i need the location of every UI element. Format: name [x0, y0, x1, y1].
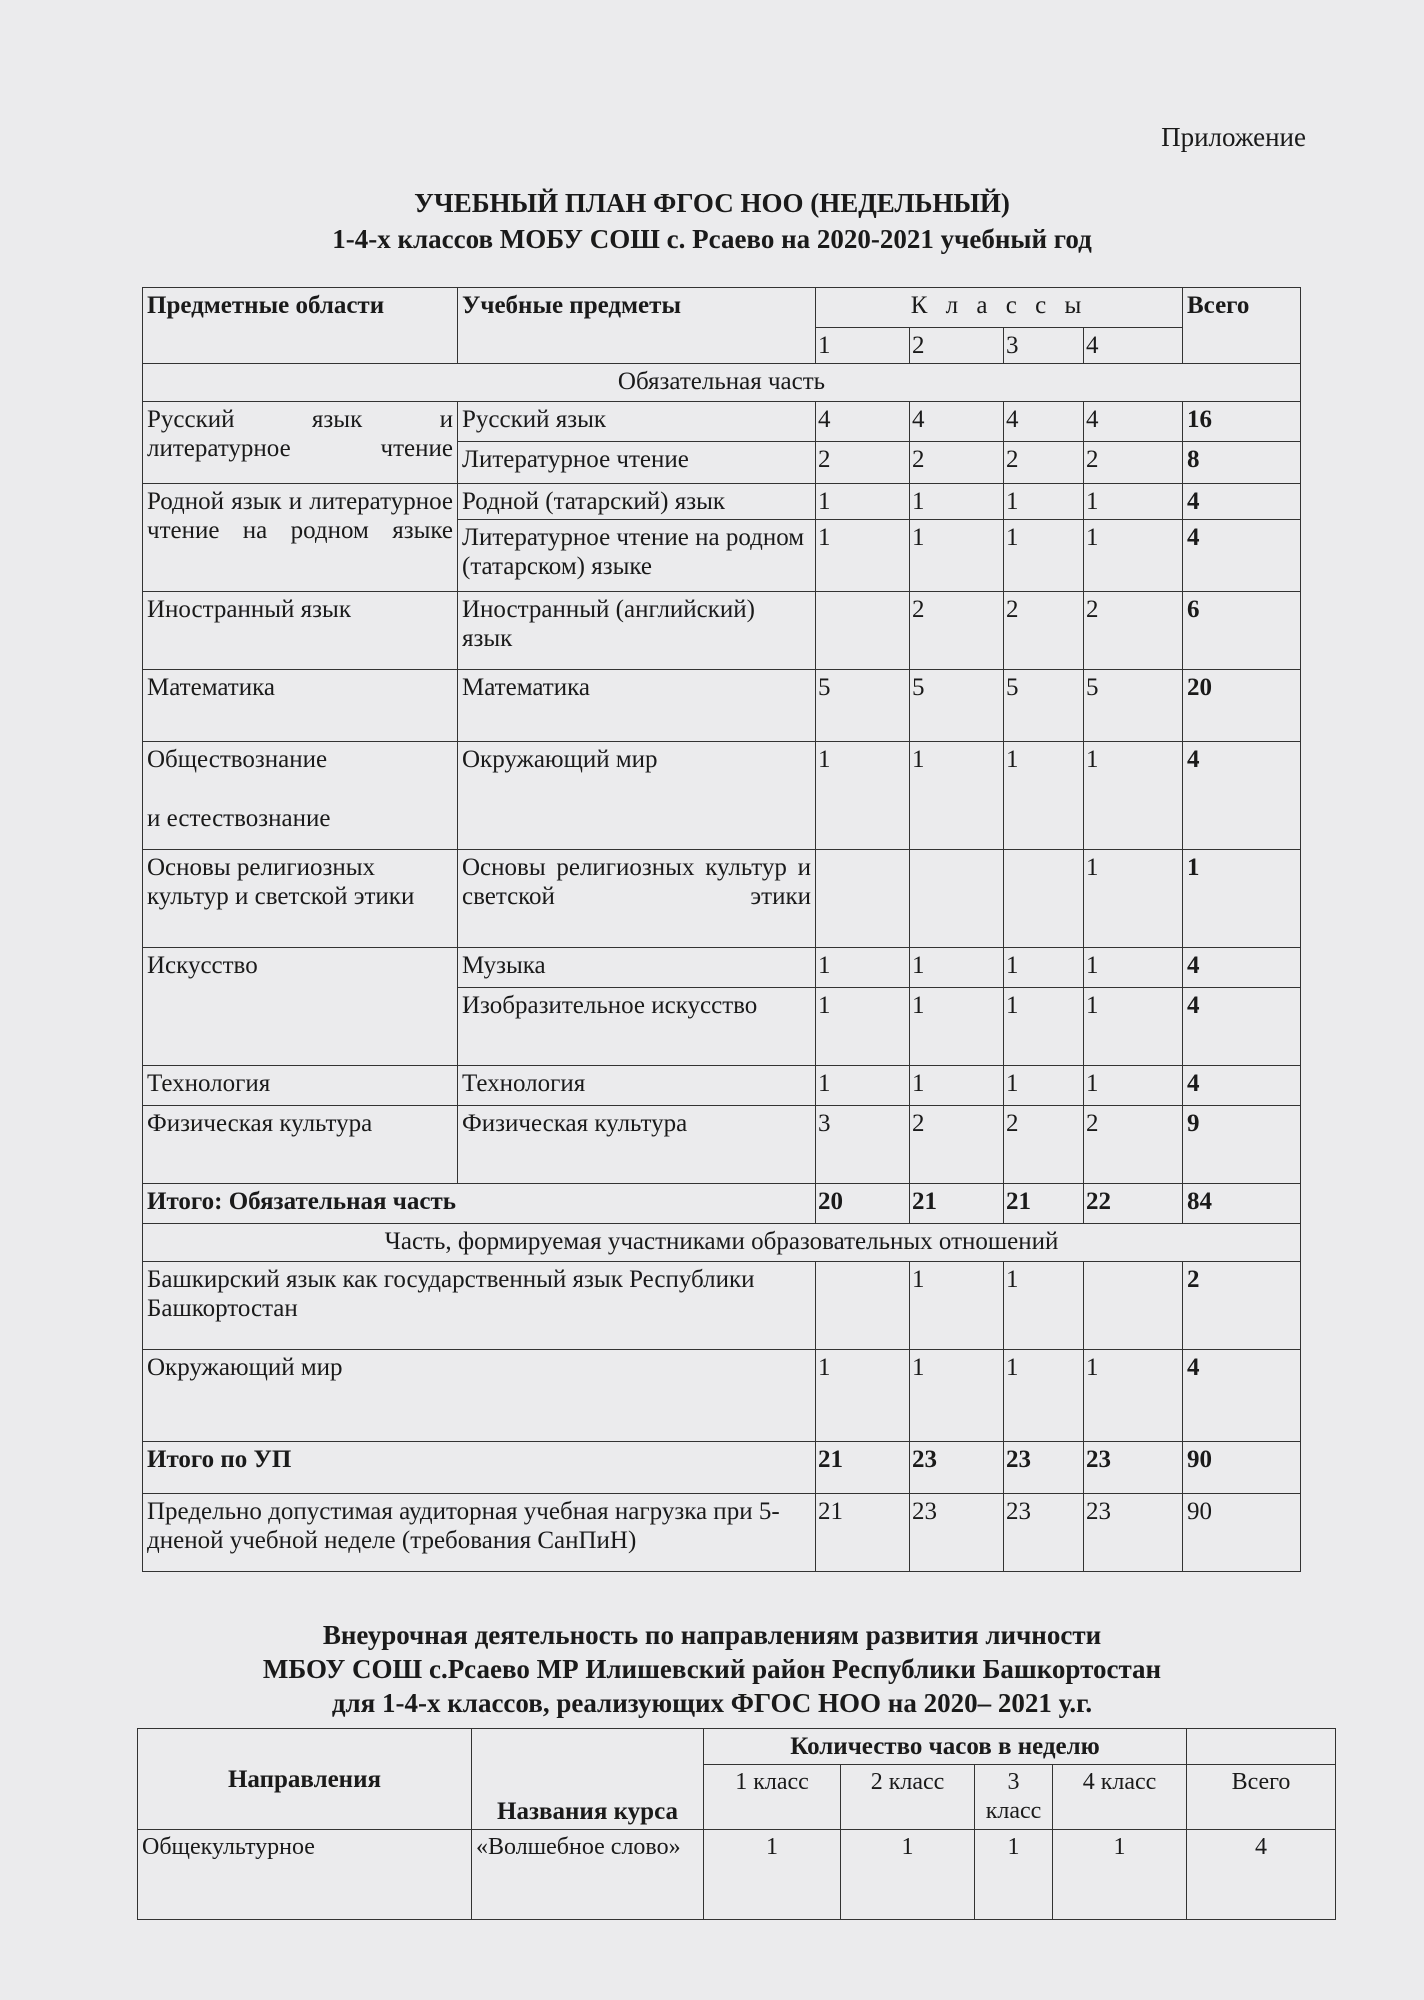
grade-cell: 23 — [910, 1494, 1004, 1572]
area-cell: Русский язык и литературное чтение — [143, 402, 458, 484]
grade-1-header: 1 — [816, 328, 910, 364]
grade-cell — [910, 850, 1004, 948]
grade-cell — [816, 592, 910, 670]
subject-cell: Основы религиозных культур и светской этики — [458, 850, 816, 948]
grade-cell: 1 — [1084, 988, 1183, 1066]
grade-cell: 2 — [1004, 442, 1084, 484]
header-blank — [1187, 1729, 1336, 1765]
total-cell: 90 — [1183, 1442, 1301, 1494]
grade-cell: 2 — [910, 592, 1004, 670]
grade-cell: 4 — [1084, 402, 1183, 442]
grade-cell: 23 — [1084, 1494, 1183, 1572]
header-total: Всего — [1187, 1765, 1336, 1830]
grade-cell: 2 — [1084, 1106, 1183, 1184]
grade-cell: 1 — [816, 1350, 910, 1442]
grade-cell: 4 — [816, 402, 910, 442]
area-line: Обществознание — [147, 746, 328, 773]
header-row — [143, 288, 1301, 328]
total-cell: 4 — [1183, 520, 1301, 592]
grade-cell: 1 — [816, 484, 910, 520]
extra-subtitle-2: для 1-4-х классов, реализующих ФГОС НОО на 2020– 2021 у.г. — [331, 1688, 1093, 1718]
extra-title: Внеурочная деятельность по направлениям развития личности — [322, 1620, 1102, 1650]
section-row — [143, 364, 1301, 402]
total-up-row — [143, 1442, 1301, 1494]
appendix-label: Приложение — [1161, 122, 1306, 152]
grade-cell: 4 — [1004, 402, 1084, 442]
grade-cell: 21 — [816, 1442, 910, 1494]
table-row — [143, 670, 1301, 742]
total-cell: 1 — [1183, 850, 1301, 948]
table-row — [143, 1350, 1301, 1442]
grade-cell: 21 — [910, 1184, 1004, 1224]
grade-cell: 1 — [816, 742, 910, 850]
grade-cell: 1 — [1004, 948, 1084, 988]
mandatory-total-label: Итого: Обязательная часть — [143, 1184, 816, 1224]
table-row — [143, 742, 1301, 850]
grade-cell: 1 — [975, 1830, 1053, 1920]
plan-subtitle: 1-4-х классов МОБУ СОШ с. Рсаево на 2020-2021 учебный год — [332, 224, 1092, 254]
grade-cell — [1004, 850, 1084, 948]
total-cell: 2 — [1183, 1262, 1301, 1350]
table-row — [143, 948, 1301, 988]
area-cell: Технология — [143, 1066, 458, 1106]
subject-cell: Математика — [458, 670, 816, 742]
grade-cell: 1 — [910, 948, 1004, 988]
grade-cell: 1 — [1004, 1350, 1084, 1442]
grade-cell: 1 — [1004, 1066, 1084, 1106]
extracurricular-table — [137, 1728, 1336, 1920]
area-cell: Иностранный язык — [143, 592, 458, 670]
total-cell: 4 — [1183, 1066, 1301, 1106]
grade-cell: 1 — [910, 484, 1004, 520]
header-areas: Предметные области — [143, 288, 458, 364]
grade-cell: 1 — [1084, 484, 1183, 520]
header-row — [138, 1729, 1336, 1765]
formed-subject-cell: Башкирский язык как государственный язык Республики Башкортостан — [143, 1262, 816, 1350]
grade-cell: 2 — [1084, 442, 1183, 484]
area-cell: Физическая культура — [143, 1106, 458, 1184]
subject-cell: Иностранный (английский) язык — [458, 592, 816, 670]
grade-cell — [816, 850, 910, 948]
max-load-label: Предельно допустимая аудиторная учебная нагрузка при 5-дненой учебной неделе (требования СанПиН) — [143, 1494, 816, 1572]
max-load-row — [143, 1494, 1301, 1572]
table-row — [138, 1830, 1336, 1920]
grade-cell: 1 — [910, 520, 1004, 592]
total-cell: 4 — [1183, 742, 1301, 850]
grade-cell: 1 — [1084, 1066, 1183, 1106]
subject-cell: Физическая культура — [458, 1106, 816, 1184]
grade-cell: 1 — [1004, 742, 1084, 850]
grade-cell: 1 — [704, 1830, 841, 1920]
grade-cell: 2 — [816, 442, 910, 484]
mandatory-part-label: Обязательная часть — [143, 364, 1301, 402]
subject-cell: Родной (татарский) язык — [458, 484, 816, 520]
area-cell: Основы религиозных культур и светской этики — [143, 850, 458, 948]
direction-cell: Общекультурное — [138, 1830, 472, 1920]
grade-cell: 1 — [1084, 520, 1183, 592]
grade-cell: 22 — [1084, 1184, 1183, 1224]
grade-cell: 1 — [1084, 1350, 1183, 1442]
total-cell: 84 — [1183, 1184, 1301, 1224]
grade-cell: 1 — [841, 1830, 975, 1920]
grade-cell: 23 — [1004, 1442, 1084, 1494]
grade-cell: 23 — [910, 1442, 1004, 1494]
plan-title: УЧЕБНЫЙ ПЛАН ФГОС НОО (НЕДЕЛЬНЫЙ) — [414, 188, 1010, 218]
grade-cell: 1 — [816, 988, 910, 1066]
subject-cell: Литературное чтение — [458, 442, 816, 484]
curriculum-table — [142, 287, 1301, 1572]
grade-4-header: 4 — [1084, 328, 1183, 364]
course-cell: «Волшебное слово» — [472, 1830, 704, 1920]
section-row — [143, 1224, 1301, 1262]
header-hours: Количество часов в неделю — [704, 1729, 1187, 1765]
grade-cell: 1 — [1004, 520, 1084, 592]
grade-cell — [816, 1262, 910, 1350]
total-cell: 4 — [1183, 1350, 1301, 1442]
total-cell: 4 — [1183, 484, 1301, 520]
header-directions: Направления — [138, 1729, 472, 1830]
grade-cell: 2 — [1084, 592, 1183, 670]
area-cell — [143, 742, 458, 850]
total-cell: 6 — [1183, 592, 1301, 670]
subject-cell: Технология — [458, 1066, 816, 1106]
header-class-3: 3 класс — [975, 1765, 1053, 1830]
total-cell: 90 — [1183, 1494, 1301, 1572]
grade-cell: 1 — [1004, 1262, 1084, 1350]
table-row — [143, 850, 1301, 948]
grade-cell: 5 — [910, 670, 1004, 742]
grade-cell: 1 — [1053, 1830, 1187, 1920]
grade-3-header: 3 — [1004, 328, 1084, 364]
grade-cell: 23 — [1084, 1442, 1183, 1494]
header-classes: К л а с с ы — [816, 288, 1183, 328]
total-cell: 9 — [1183, 1106, 1301, 1184]
grade-cell: 1 — [816, 520, 910, 592]
total-cell: 4 — [1187, 1830, 1336, 1920]
grade-cell: 1 — [910, 988, 1004, 1066]
grade-cell: 21 — [816, 1494, 910, 1572]
grade-cell: 23 — [1004, 1494, 1084, 1572]
grade-cell: 5 — [1004, 670, 1084, 742]
grade-cell: 1 — [910, 1066, 1004, 1106]
grade-cell: 1 — [1004, 988, 1084, 1066]
header-class-1: 1 класс — [704, 1765, 841, 1830]
table-row — [143, 1066, 1301, 1106]
grade-cell: 2 — [1004, 592, 1084, 670]
grade-cell: 1 — [816, 948, 910, 988]
total-cell: 4 — [1183, 988, 1301, 1066]
area-cell: Искусство — [143, 948, 458, 1066]
grade-cell: 2 — [910, 442, 1004, 484]
area-cell: Математика — [143, 670, 458, 742]
grade-cell: 1 — [1084, 948, 1183, 988]
header-subjects: Учебные предметы — [458, 288, 816, 364]
grade-cell: 1 — [816, 1066, 910, 1106]
area-line: и естествознание — [147, 805, 331, 832]
header-course: Названия курса — [472, 1729, 704, 1830]
grade-cell: 2 — [910, 1106, 1004, 1184]
subject-cell: Русский язык — [458, 402, 816, 442]
formed-part-label: Часть, формируемая участниками образовательных отношений — [143, 1224, 1301, 1262]
grade-cell: 2 — [1004, 1106, 1084, 1184]
grade-cell: 21 — [1004, 1184, 1084, 1224]
subject-cell: Изобразительное искусство — [458, 988, 816, 1066]
mandatory-total-row — [143, 1184, 1301, 1224]
subject-cell: Музыка — [458, 948, 816, 988]
grade-cell: 5 — [1084, 670, 1183, 742]
grade-cell: 1 — [1084, 850, 1183, 948]
area-cell: Родной язык и литературное чтение на родном языке — [143, 484, 458, 592]
formed-subject-cell: Окружающий мир — [143, 1350, 816, 1442]
grade-2-header: 2 — [910, 328, 1004, 364]
total-cell: 20 — [1183, 670, 1301, 742]
table-row — [143, 1262, 1301, 1350]
grade-cell: 1 — [910, 1262, 1004, 1350]
total-cell: 16 — [1183, 402, 1301, 442]
total-cell: 4 — [1183, 948, 1301, 988]
grade-cell: 1 — [910, 1350, 1004, 1442]
total-cell: 8 — [1183, 442, 1301, 484]
grade-cell: 1 — [1084, 742, 1183, 850]
total-up-label: Итого по УП — [143, 1442, 816, 1494]
table-row — [143, 1106, 1301, 1184]
header-total: Всего — [1183, 288, 1301, 364]
table-row — [143, 402, 1301, 442]
subject-cell: Окружающий мир — [458, 742, 816, 850]
table-row — [143, 484, 1301, 520]
grade-cell: 1 — [1004, 484, 1084, 520]
grade-cell: 1 — [910, 742, 1004, 850]
header-class-2: 2 класс — [841, 1765, 975, 1830]
subject-cell: Литературное чтение на родном (татарском) языке — [458, 520, 816, 592]
grade-cell: 4 — [910, 402, 1004, 442]
extra-subtitle: МБОУ СОШ с.Рсаево МР Илишевский район Республики Башкортостан — [262, 1654, 1162, 1684]
grade-cell: 5 — [816, 670, 910, 742]
grade-cell: 20 — [816, 1184, 910, 1224]
header-class-4: 4 класс — [1053, 1765, 1187, 1830]
grade-cell: 3 — [816, 1106, 910, 1184]
table-row — [143, 592, 1301, 670]
grade-cell — [1084, 1262, 1183, 1350]
